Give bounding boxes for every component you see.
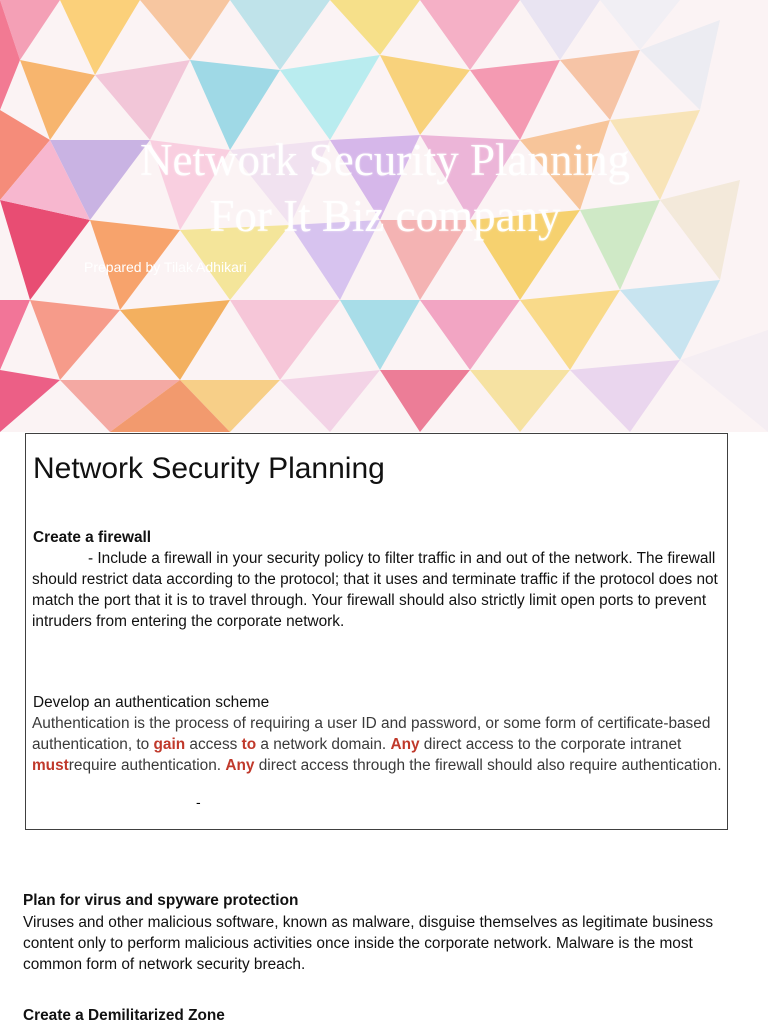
section-title: Network Security Planning — [33, 452, 385, 485]
auth-text-3: a network domain. — [256, 736, 391, 753]
virus-paragraph: Viruses and other malicious software, known as malware, disguise themselves as legitimate business content only to perform malicious activities once inside the corporate network. Malware is the most common form of network security breach. — [23, 914, 714, 973]
dmz-heading: Create a Demilitarized Zone — [23, 1007, 225, 1024]
auth-heading: Develop an authentication scheme — [33, 694, 270, 711]
auth-text-1: Authentication is the process of requiring a user ID and password, or some form of certificate-based authentication, to — [32, 715, 711, 753]
title-line-1: Network Security Planning — [140, 135, 630, 185]
highlight-word: Any — [390, 736, 420, 753]
auth-text-2: access — [185, 736, 242, 753]
highlight-word: gain — [153, 736, 186, 753]
content-box — [25, 433, 728, 830]
firewall-paragraph — [32, 548, 722, 632]
auth-text-5: require authentication. — [68, 757, 226, 774]
title-slide — [0, 0, 768, 432]
title-line-2: For It Biz company — [209, 191, 561, 241]
auth-text-6: direct access through the firewall should also require authentication. — [254, 757, 722, 774]
highlight-word: must — [32, 757, 69, 774]
slide-title — [60, 132, 710, 244]
auth-paragraph — [32, 713, 722, 776]
virus-heading: Plan for virus and spyware protection — [23, 892, 299, 909]
slide-subtitle: Prepared by Tilak Adhikari — [84, 259, 247, 275]
highlight-word: Any — [225, 757, 255, 774]
dash-mark: - — [196, 794, 201, 810]
auth-text-4: direct access to the corporate intranet — [419, 736, 682, 753]
firewall-text: - Include a firewall in your security policy to filter traffic in and out of the network. The firewall should restrict data according to the protocol; that it uses and terminate traffic if the protocol does not match the port that it is to travel through. Your firewall should also strictly limit open ports to prevent intruders from entering the corporate network. — [32, 550, 718, 630]
firewall-heading: Create a firewall — [33, 529, 152, 546]
highlight-word: to — [241, 736, 257, 753]
